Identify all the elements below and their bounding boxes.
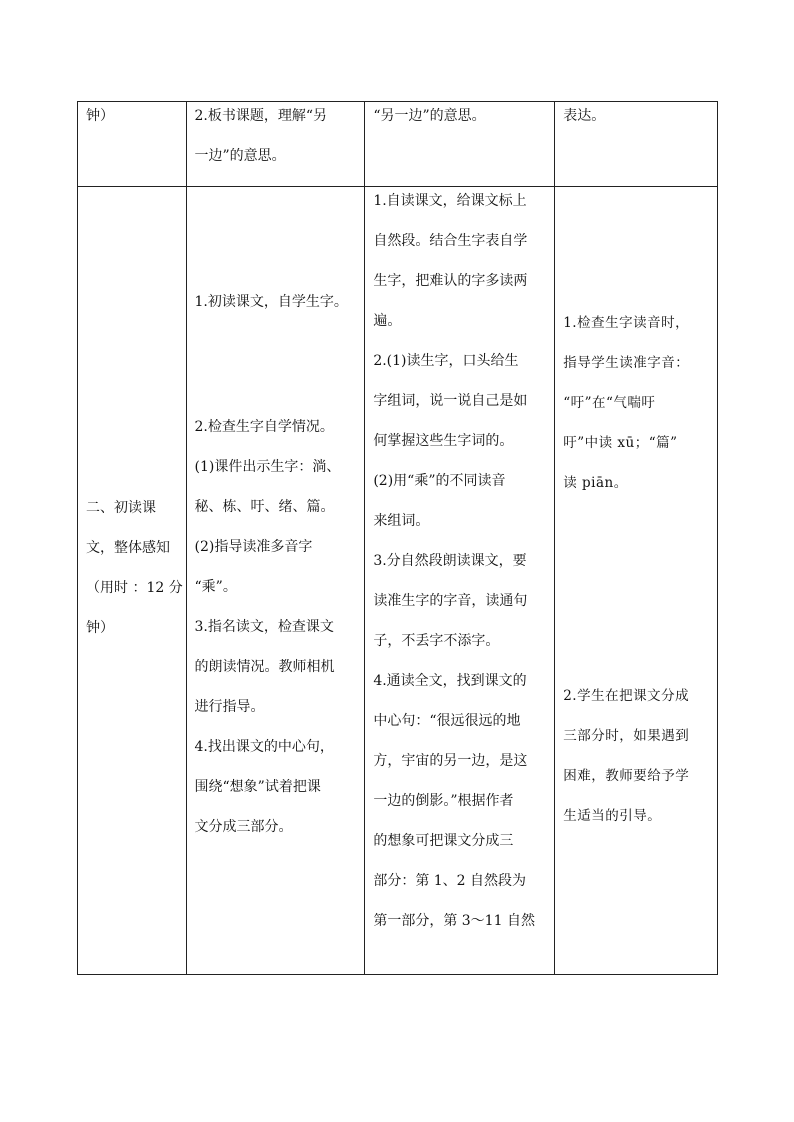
text-line: 1.自读课文，给课文标上 [373,193,527,209]
text-line: 三部分时，如果遇到 [563,728,690,744]
table-cell [555,102,718,187]
text-line: 的想象可把课文分成三 [373,833,514,849]
text-line: 自然段。结合生字表自学 [373,233,528,249]
text-line: 一边的倒影。”根据作者 [373,793,514,809]
text-line: 来组词。 [373,513,430,529]
table-row [78,102,718,187]
table-cell [78,102,187,187]
text-line: 表达。 [563,108,606,124]
table-cell [186,102,365,187]
text-line: 围绕“想象”试着把课 [194,779,321,795]
text-line: 字组词，说一说自己是如 [373,393,528,409]
text-line: 方，宇宙的另一边，是这 [373,753,528,769]
text-line: 指导学生读准字音： [563,355,690,371]
text-line: 第一部分，第 3～11 自然 [373,913,535,929]
text-line: （用时 ：12 分 [86,580,183,596]
text-line: 困难，教师要给予学 [563,768,690,784]
text-line: 钟） [86,108,114,124]
text-line: 2.检查生字自学情况。 [194,419,334,435]
table-cell [365,102,555,187]
text-line: 二、初读课 [86,500,156,516]
text-line: 的朗读情况。教师相机 [194,659,335,675]
text-line: 4.通读全文，找到课文的 [373,673,527,689]
text-line: 中心句：“很远很远的地 [373,713,521,729]
text-line: 子，不丢字不添字。 [373,633,500,649]
text-line: 吁”中读 xū；“篇” [563,435,678,451]
table-cell [78,187,187,975]
text-line: 4.找出课文的中心句， [194,739,334,755]
text-line: 生字，把难认的字多读两 [373,273,528,289]
text-line: 进行指导。 [194,699,265,715]
text-line: 遍。 [373,313,402,329]
table-row [78,187,718,975]
text-line: 部分：第 1、2 自然段为 [373,873,527,889]
text-line: 2.(1)读生字，口头给生 [373,353,519,369]
text-line: 读 piān。 [563,475,628,491]
text-line: “吁”在“气喘吁 [563,395,656,411]
lesson-plan-table [77,101,718,975]
table-cell [186,187,365,975]
text-line: 3.分自然段朗读课文，要 [373,553,527,569]
text-line: 一边”的意思。 [194,148,286,164]
text-line: (2)用“乘”的不同读音 [373,473,506,489]
table-cell [555,187,718,975]
text-line: 2.学生在把课文分成 [563,688,690,704]
text-line: 钟） [86,620,114,636]
text-line: 1.检查生字读音时， [563,315,690,331]
text-line: 读准生字的字音，读通句 [373,593,528,609]
text-line: 文，整体感知 [86,540,170,556]
text-line: “乘”。 [194,579,237,595]
text-line: (1)课件出示生字：淌、 [194,459,341,475]
table-cell [365,187,555,975]
text-line: 秘、栋、吁、绪、篇。 [194,499,335,515]
text-line: (2)指导读准多音字 [194,539,313,555]
text-line: “另一边”的意思。 [373,108,486,124]
text-line: 文分成三部分。 [194,819,293,835]
text-line: 生适当的引导。 [563,808,662,824]
text-line: 3.指名读文，检查课文 [194,619,334,635]
text-line: 何掌握这些生字词的。 [373,433,514,449]
text-line: 2.板书课题，理解“另 [194,108,328,124]
text-line: 1.初读课文，自学生字。 [194,294,348,310]
